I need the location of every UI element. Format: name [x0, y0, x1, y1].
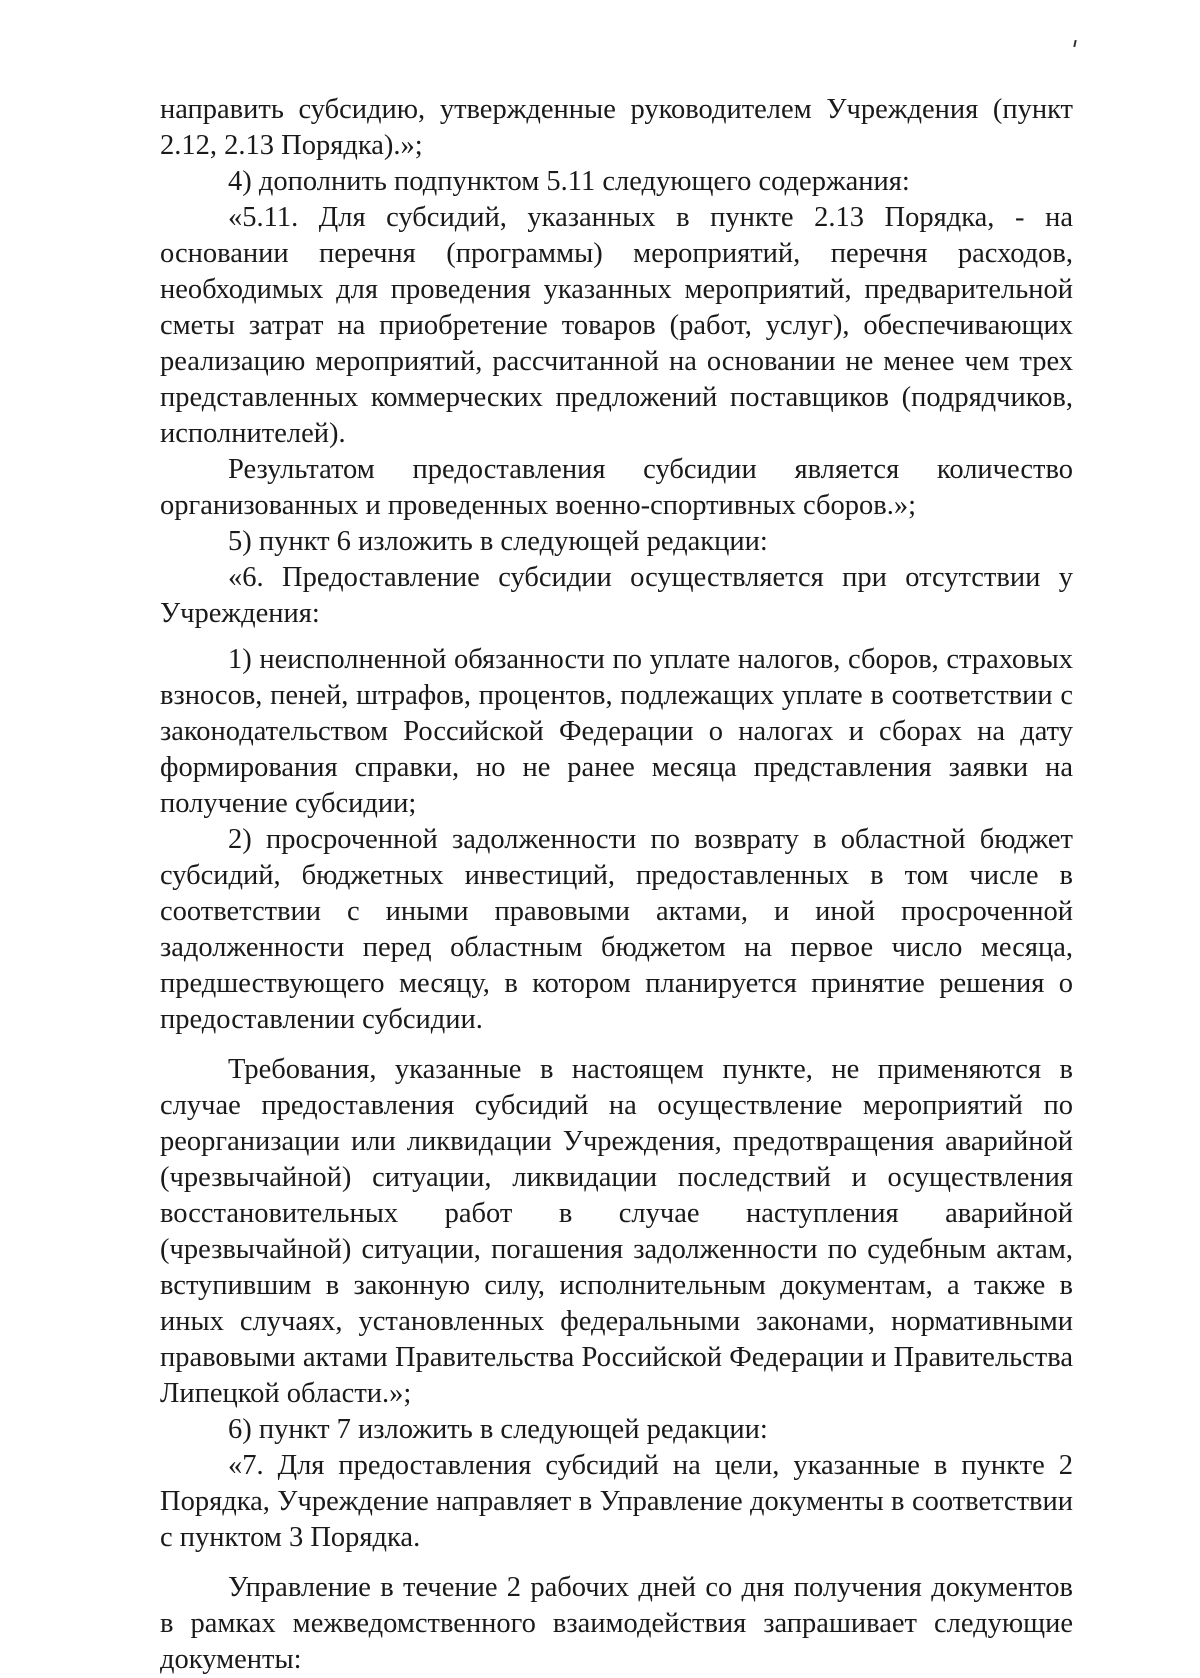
paragraph-7: 1) неисполненной обязанности по уплате налогов, сборов, страховых взносов, пеней, штрафов, процентов, подлежащих уплате в соответствии с законодательством Российской Федерации о налогах и сборах на дату формирования справки, но не ранее месяца представления заявки на получение субсидии;: [160, 644, 1073, 819]
paragraph-8: 2) просроченной задолженности по возврату в областной бюджет субсидий, бюджетных инвестиций, предоставленных в том числе в соответствии с иными правовыми актами, и иной просроченной задолженности перед областным бюджетом на первое число месяца, предшествующего месяцу, в котором планируется принятие решения о предоставлении субсидии.: [160, 824, 1073, 1035]
paragraph-1: направить субсидию, утвержденные руководителем Учреждения (пункт 2.12, 2.13 Порядка).»;: [160, 94, 1073, 161]
paragraph-6: «6. Предоставление субсидии осуществляется при отсутствии у Учреждения:: [160, 562, 1073, 629]
paragraph-4: Результатом предоставления субсидии является количество организованных и проведенных военно-спортивных сборов.»;: [160, 454, 1073, 521]
paragraph-5: 5) пункт 6 изложить в следующей редакции:: [228, 526, 768, 557]
document-body: [160, 92, 1073, 1678]
paragraph-11: «7. Для предоставления субсидий на цели, указанные в пункте 2 Порядка, Учреждение направляет в Управление документы в соответствии с пунктом 3 Порядка.: [160, 1450, 1073, 1553]
paragraph-12: Управление в течение 2 рабочих дней со дня получения документов в рамках межведомственного взаимодействия запрашивает следующие документы:: [160, 1572, 1073, 1675]
paragraph-3: «5.11. Для субсидий, указанных в пункте 2.13 Порядка, - на основании перечня (программы) мероприятий, перечня расходов, необходимых для проведения указанных мероприятий, предварительной сметы затрат на приобретение товаров (работ, услуг), обеспечивающих реализацию мероприятий, рассчитанной на основании не менее чем трех представленных коммерческих предложений поставщиков (подрядчиков, исполнителей).: [160, 202, 1073, 449]
paragraph-9: Требования, указанные в настоящем пункте, не применяются в случае предоставления субсидий на осуществление мероприятий по реорганизации или ликвидации Учреждения, предотвращения аварийной (чрезвычайной) ситуации, ликвидации последствий и осуществления восстановительных работ в случае наступления аварийной (чрезвычайной) ситуации, погашения задолженности по судебным актам, вступившим в законную силу, исполнительным документам, а также в иных случаях, установленных федеральными законами, нормативными правовыми актами Правительства Российской Федерации и Правительства Липецкой области.»;: [160, 1054, 1073, 1409]
paragraph-2: 4) дополнить подпунктом 5.11 следующего содержания:: [228, 166, 910, 197]
paragraph-10: 6) пункт 7 изложить в следующей редакции:: [228, 1414, 768, 1445]
scan-mark: [1073, 40, 1076, 47]
